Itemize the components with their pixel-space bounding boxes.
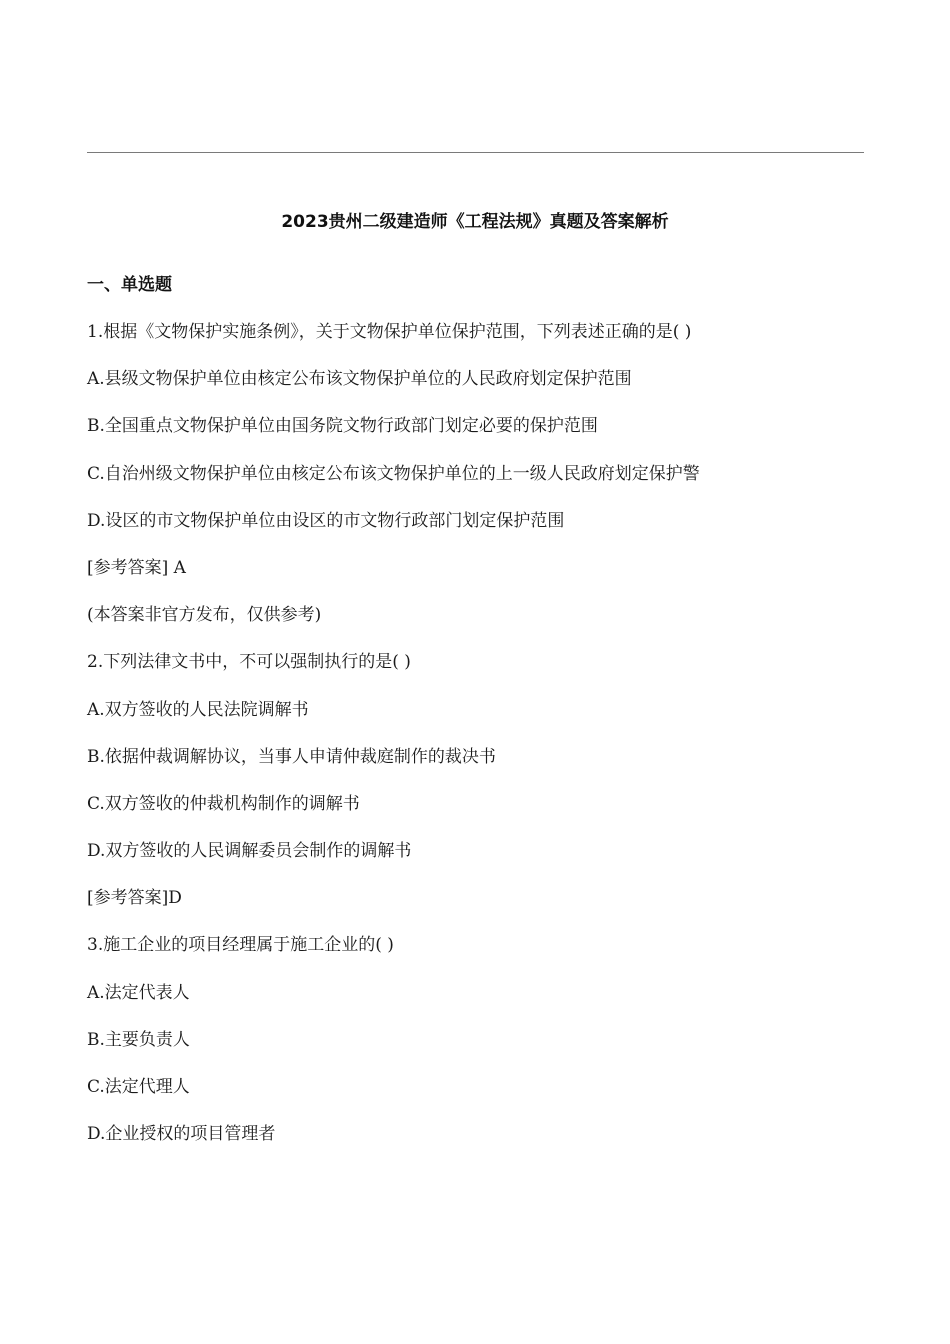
question-2-option-d: D.双方签收的人民调解委员会制作的调解书: [87, 841, 412, 862]
question-1-note: (本答案非官方发布，仅供参考): [87, 605, 322, 626]
question-2-answer: [参考答案]D: [87, 888, 182, 909]
question-3-option-b: B.主要负责人: [87, 1029, 190, 1050]
question-1-answer: [参考答案] A: [87, 557, 186, 578]
question-3-stem: 3.施工企业的项目经理属于施工企业的( ): [87, 935, 394, 956]
question-3-option-c: C.法定代理人: [87, 1077, 190, 1097]
question-3-option-a: A.法定代表人: [87, 982, 190, 1003]
question-3-option-d: D.企业授权的项目管理者: [87, 1124, 276, 1145]
question-2-option-b: B.依据仲裁调解协议，当事人申请仲裁庭制作的裁决书: [87, 746, 496, 767]
question-1-option-d: D.设区的市文物保护单位由设区的市文物行政部门划定保护范围: [87, 510, 565, 531]
question-1-stem: 1.根据《文物保护实施条例》，关于文物保护单位保护范围，下列表述正确的是( ): [87, 322, 692, 342]
question-2-stem: 2.下列法律文书中，不可以强制执行的是( ): [87, 652, 411, 673]
question-list: [87, 318, 877, 1167]
question-1-option-a: A.县级文物保护单位由核定公布该文物保护单位的人民政府划定保护范围: [87, 369, 632, 390]
question-2-option-a: A.双方签收的人民法院调解书: [87, 699, 309, 720]
header-divider: [87, 152, 864, 153]
question-2-option-c: C.双方签收的仲裁机构制作的调解书: [87, 793, 360, 814]
question-1-option-b: B.全国重点文物保护单位由国务院文物行政部门划定必要的保护范围: [87, 416, 598, 437]
question-1-option-c: C.自治州级文物保护单位由核定公布该文物保护单位的上一级人民政府划定保护警: [87, 463, 700, 484]
section-heading: 一、单选题: [87, 275, 172, 295]
document-title: 2023贵州二级建造师《工程法规》真题及答案解析: [281, 212, 669, 232]
